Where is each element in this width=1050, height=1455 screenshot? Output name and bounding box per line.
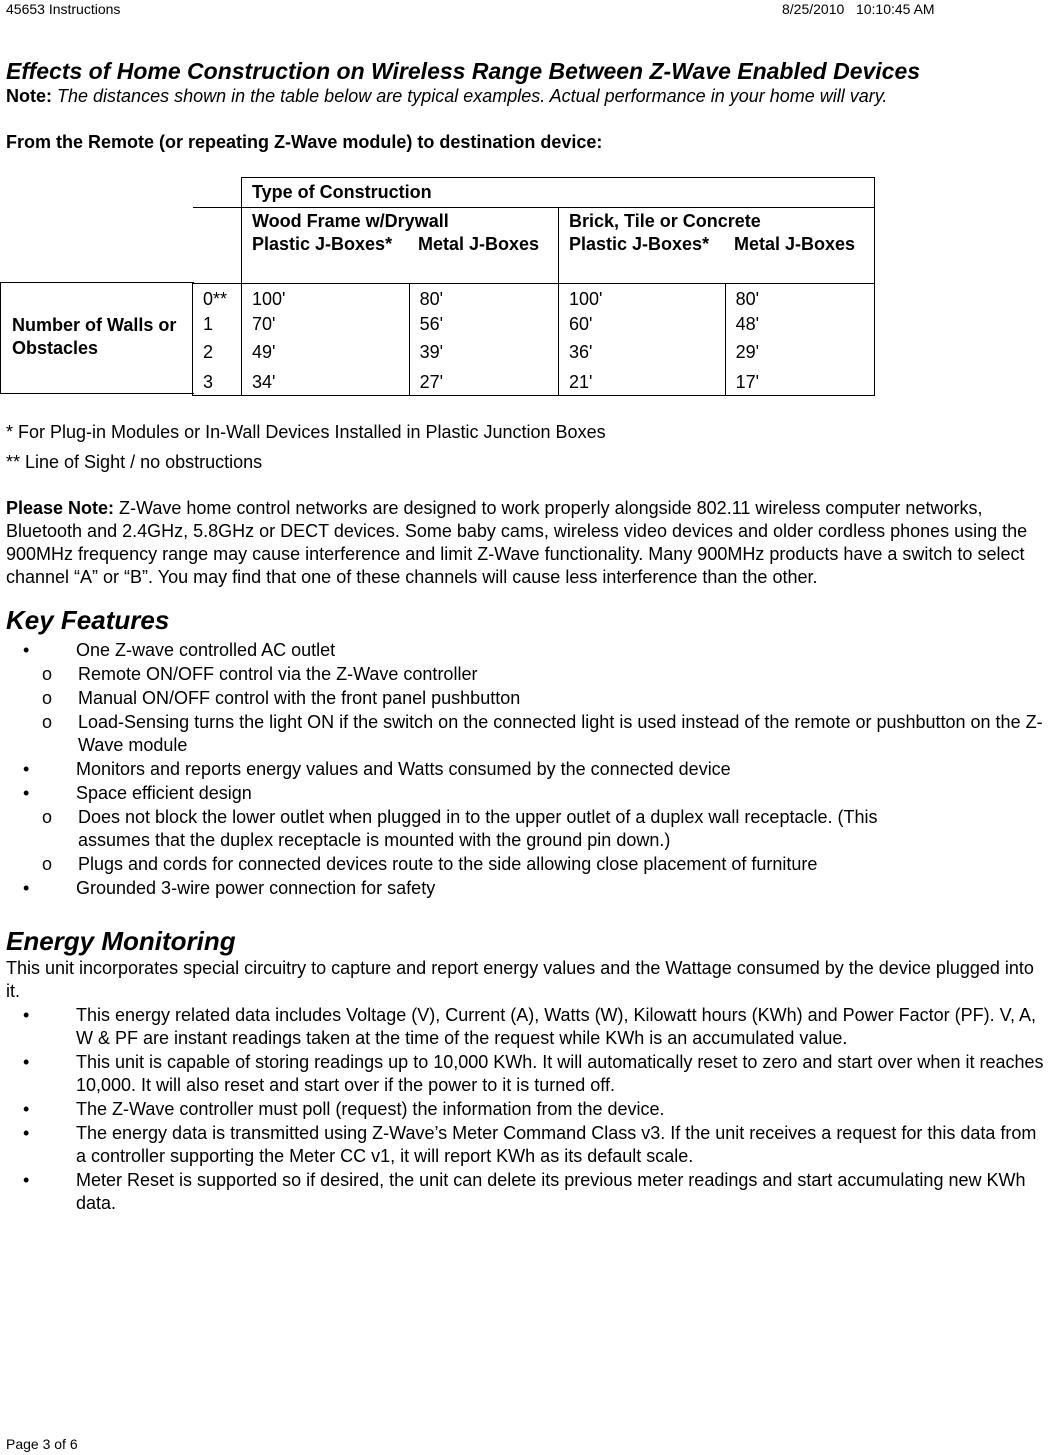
cell-value: 70' — [242, 312, 410, 339]
cell-value: 39' — [409, 339, 558, 366]
list-item: • This unit is capable of storing readings up to 10,000 KWh. It will automatically reset to zero and start over when it reaches 10,000. It will also reset and start over if the power to it is turned off. — [6, 1051, 1048, 1097]
list-item: • This energy related data includes Voltage (V), Current (A), Watts (W), Kilowatt hours (KWh) and Power Factor (PF). V, A, W & PF are instant readings taken at the time of the request while KWh is an accumulated value. — [6, 1004, 1048, 1050]
range-table — [192, 177, 875, 396]
please-note-text: Z-Wave home control networks are designed to work properly alongside 802.11 wireless computer networks, Bluetooth and 2.4GHz, 5.8GHz or DECT devices. Some baby cams, wireless video devices and older cordless phones using the 900MHz frequency range may cause interference and limit Z-Wave functionality. Many 900MHz products have a switch to select channel “A” or “B”. You may find that one of these channels will cause less interference than the other. — [6, 498, 1028, 587]
list-item: • Meter Reset is supported so if desired, the unit can delete its previous meter readings and start accumulating new KWh data. — [6, 1169, 1048, 1215]
page-header-title: 45653 Instructions — [6, 1, 121, 17]
note-paragraph — [6, 85, 1048, 108]
page-footer: Page 3 of 6 — [6, 1436, 78, 1452]
sub-list — [6, 806, 1048, 876]
energy-monitoring-title: Energy Monitoring — [6, 926, 236, 956]
list-item: • The energy data is transmitted using Z-Wave’s Meter Command Class v3. If the unit receives a request for this data from a controller supporting the Meter CC v1, it will report KWh as its default scale. — [6, 1122, 1048, 1168]
list-item-text: One Z-wave controlled AC outlet — [76, 640, 336, 660]
col-header-metal-1: Metal J-Boxes — [418, 234, 540, 254]
walls-count: 1 — [193, 312, 242, 339]
walls-count: 0** — [193, 284, 242, 312]
col-header-plastic-2: Plastic J-Boxes* — [569, 234, 710, 254]
cell-value: 60' — [559, 312, 726, 339]
cell-value: 48' — [725, 312, 874, 339]
sub-list-item: o Does not block the lower outlet when plugged in to the upper outlet of a duplex wall receptacle. (This assumes that the duplex receptacle is mounted with the ground pin down.) — [6, 806, 1048, 852]
cell-value: 56' — [409, 312, 558, 339]
page-header-datetime: 8/25/2010 10:10:45 AM — [782, 1, 935, 17]
list-item: • The Z-Wave controller must poll (request) the information from the device. — [6, 1098, 1048, 1121]
note-text: The distances shown in the table below are typical examples. Actual performance in your home will vary. — [57, 86, 888, 106]
table-type-header: Type of Construction — [242, 178, 875, 208]
sub-list-item: o Load-Sensing turns the light ON if the switch on the connected light is used instead of the remote or pushbutton on the Z-Wave module — [6, 711, 1048, 757]
cell-value: 34' — [242, 366, 410, 396]
list-item-text: Space efficient design — [76, 783, 252, 803]
sub-list-item: o Plugs and cords for connected devices route to the side allowing close placement of furniture — [6, 853, 1048, 876]
cell-value: 17' — [725, 366, 874, 396]
row-label-walls: Number of Walls or Obstacles — [12, 315, 177, 358]
list-item — [6, 877, 1048, 900]
list-item-text: Monitors and reports energy values and Watts consumed by the connected device — [76, 759, 731, 779]
cell-value: 100' — [242, 284, 410, 312]
footnote-line-of-sight: ** Line of Sight / no obstructions — [6, 452, 263, 472]
note-label: Note: — [6, 86, 52, 106]
cell-value: 36' — [559, 339, 726, 366]
table-group-brick — [559, 208, 875, 284]
list-item — [6, 639, 1048, 757]
cell-value: 80' — [725, 284, 874, 312]
section-title-range: Effects of Home Construction on Wireless Range Between Z-Wave Enabled Devices — [6, 58, 921, 84]
table-row — [193, 284, 875, 312]
list-item-text: Grounded 3-wire power connection for safety — [76, 878, 436, 898]
list-item — [6, 782, 1048, 876]
energy-intro: This unit incorporates special circuitry to capture and report energy values and the Wattage consumed by the device plugged into it. — [6, 958, 1034, 1001]
key-features-title: Key Features — [6, 605, 170, 635]
sub-list-item: o Manual ON/OFF control with the front panel pushbutton — [6, 687, 1048, 710]
key-features-list — [6, 639, 1048, 900]
walls-count: 3 — [193, 366, 242, 396]
energy-list — [6, 1004, 1048, 1215]
cell-value: 21' — [559, 366, 726, 396]
cell-value: 49' — [242, 339, 410, 366]
document-lower-body — [6, 421, 1048, 1215]
from-line: From the Remote (or repeating Z-Wave module) to destination device: — [6, 132, 603, 152]
cell-value: 100' — [559, 284, 726, 312]
cell-value: 29' — [725, 339, 874, 366]
group-wood-label: Wood Frame w/Drywall — [252, 211, 449, 231]
table-row — [193, 312, 875, 339]
col-header-plastic-1: Plastic J-Boxes* — [252, 234, 393, 254]
walls-count: 2 — [193, 339, 242, 366]
footnote-plug-in: * For Plug-in Modules or In-Wall Devices Installed in Plastic Junction Boxes — [6, 422, 606, 442]
sub-list-item: o Remote ON/OFF control via the Z-Wave controller — [6, 663, 1048, 686]
list-item — [6, 758, 1048, 781]
col-header-metal-2: Metal J-Boxes — [734, 234, 856, 254]
table-group-wood-frame — [242, 208, 559, 284]
cell-value: 27' — [409, 366, 558, 396]
sub-list — [6, 663, 1048, 757]
cell-value: 80' — [409, 284, 558, 312]
please-note-label: Please Note: — [6, 498, 115, 518]
please-note-paragraph — [6, 497, 1048, 589]
table-row — [193, 339, 875, 366]
document-body — [6, 57, 1048, 154]
group-brick-label: Brick, Tile or Concrete — [569, 211, 761, 231]
table-row — [193, 366, 875, 396]
